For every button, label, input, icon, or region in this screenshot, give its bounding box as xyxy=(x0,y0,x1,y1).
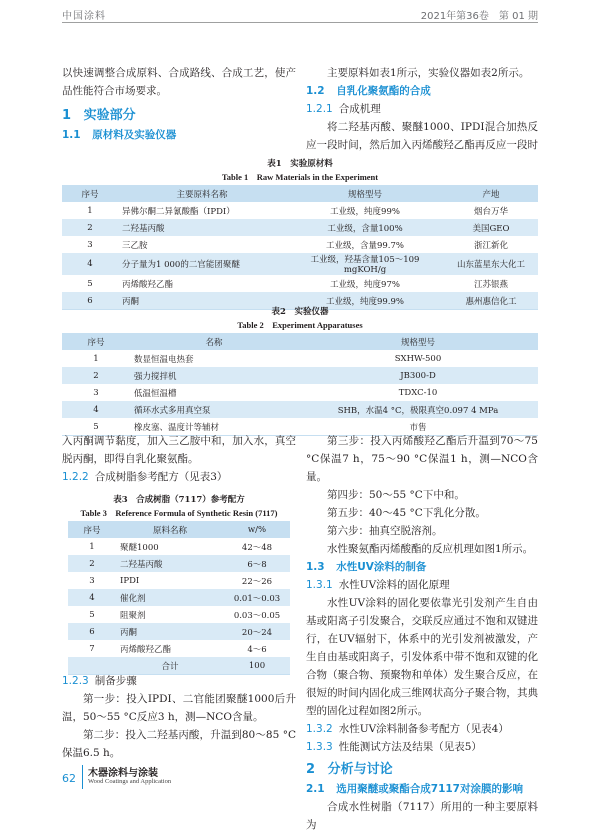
table-cell: 浙江新化 xyxy=(444,236,538,253)
table1 xyxy=(62,185,538,310)
column-header: w/% xyxy=(224,521,290,538)
step-3: 第三步：投入丙烯酸羟乙酯后升温到70～75 °C保温7 h，75～90 °C保温1 h，测—NCO含量。 xyxy=(306,435,538,483)
table-row xyxy=(62,350,538,367)
table-header-row xyxy=(62,333,538,350)
section-title: 水性UV涂料的固化原理 xyxy=(338,579,450,591)
section-title: 选用聚醚或聚酯合成7117对涂膜的影响 xyxy=(336,783,523,795)
table-cell: 2 xyxy=(68,555,116,572)
table3-caption-cn: 表3 合成树脂（7117）参考配方 xyxy=(113,495,245,505)
table-cell: 4 xyxy=(68,589,116,606)
table2 xyxy=(62,333,538,436)
table-cell: 工业级，含量99.7% xyxy=(286,236,444,253)
table-cell: 三乙胺 xyxy=(118,236,286,253)
intro-paragraph: 以快速调整合成原料、合成路线、合成工艺，使产品性能符合市场要求。 xyxy=(62,67,296,97)
table-row xyxy=(68,589,290,606)
table-cell: 1 xyxy=(62,202,118,219)
right-column-top xyxy=(306,64,538,154)
table-row xyxy=(68,640,290,657)
table-cell: 市售 xyxy=(298,418,538,436)
table-cell: 20～24 xyxy=(224,623,290,640)
table-cell: 数显恒温电热套 xyxy=(130,350,298,367)
section-title: 实验部分 xyxy=(83,108,136,123)
footer-journal-en: Wood Coatings and Application xyxy=(88,778,172,785)
table-cell: 山东蓝星东大化工 xyxy=(444,253,538,275)
right-column-bottom xyxy=(306,432,538,834)
table-cell: JB300-D xyxy=(298,367,538,384)
table-cell: 丙酮 xyxy=(116,623,224,640)
analysis-paragraph: 合成水性树脂（7117）所用的一种主要原料为 xyxy=(306,801,538,831)
table1-caption-cn: 表1 实验原材料 xyxy=(267,159,333,169)
table-row xyxy=(62,367,538,384)
table-cell: 循环水式多用真空泵 xyxy=(130,401,298,418)
section-number: 1.3.3 xyxy=(306,741,333,753)
step-4: 第四步：50～55 °C下中和。 xyxy=(327,489,465,501)
table-cell: 工业级，纯度97% xyxy=(286,275,444,292)
table1-caption-en: Table 1 Raw Materials in the Experiment xyxy=(221,172,379,182)
table-row xyxy=(68,623,290,640)
header-rule xyxy=(62,22,538,23)
section-number: 1.1 xyxy=(62,129,81,141)
materials-paragraph: 主要原料如表1所示，实验仪器如表2所示。 xyxy=(327,67,530,79)
issue-info: 2021年第36卷 第 01 期 xyxy=(420,11,538,22)
table-cell: 丙酮 xyxy=(118,292,286,310)
section-number: 1 xyxy=(62,108,72,123)
table-cell: 7 xyxy=(68,640,116,657)
table-row xyxy=(62,275,538,292)
table3 xyxy=(68,521,290,675)
table-cell: 工业级，纯度99% xyxy=(286,202,444,219)
step-1: 第一步：投入IPDI、二官能团聚醚1000后升温，50～55 °C反应3 h，测—NCO含量。 xyxy=(62,693,296,723)
table-cell: 4～6 xyxy=(224,640,290,657)
section-title: 自乳化聚氨酯的合成 xyxy=(336,85,431,97)
table-cell: 5 xyxy=(62,418,130,436)
table-cell: 美国GEO xyxy=(444,219,538,236)
curing-paragraph: 水性UV涂料的固化要依靠光引发剂产生自由基或阳离子引发聚合，交联反应通过不饱和双键进行，在UV辐射下，体系中的光引发剂被激发，产生自由基或阳离子，引发体系中带不饱和双键的化合物（聚合物、预聚物和单体）发生聚合反应，在很短的时间内固化成三维网状高分子聚合物，其典型的固化过程如图2所示。 xyxy=(306,597,538,717)
column-header: 名称 xyxy=(130,333,298,350)
table-row xyxy=(68,572,290,589)
section-1-2-heading xyxy=(306,82,538,100)
table-row xyxy=(62,236,538,253)
table-cell: 0.03～0.05 xyxy=(224,606,290,623)
section-2-1-heading xyxy=(306,780,538,798)
table-cell: 橡皮塞、温度计等辅材 xyxy=(130,418,298,436)
table-cell: 1 xyxy=(68,538,116,555)
section-1-2-1-heading xyxy=(306,100,538,118)
table-cell: 二羟基丙酸 xyxy=(118,219,286,236)
table-cell: 6 xyxy=(68,623,116,640)
section-1-2-2-heading xyxy=(62,468,296,486)
page-number: 62 xyxy=(62,772,76,785)
left-column-steps xyxy=(62,672,296,762)
section-title: 原材料及实验仪器 xyxy=(92,129,177,141)
table-cell: 异佛尔酮二异氰酸酯（IPDI） xyxy=(118,202,286,219)
page-header xyxy=(0,0,600,22)
table-cell: 惠州惠信化工 xyxy=(444,292,538,310)
footer-divider xyxy=(82,765,83,789)
section-title: 合成机理 xyxy=(338,103,381,115)
step-6: 第六步：抽真空脱溶剂。 xyxy=(327,525,443,537)
section-title: 水性UV涂料的制备 xyxy=(336,561,427,573)
table-cell: 42～48 xyxy=(224,538,290,555)
table-cell: 4 xyxy=(62,253,118,275)
table-row xyxy=(62,219,538,236)
section-title: 合成树脂参考配方（见表3） xyxy=(94,471,228,483)
section-number: 1.2.1 xyxy=(306,103,333,115)
section-title: 分析与讨论 xyxy=(327,762,393,777)
column-header: 序号 xyxy=(62,185,118,202)
table-header-row xyxy=(62,185,538,202)
table-cell: 5 xyxy=(68,606,116,623)
section-1-3-1-heading xyxy=(306,576,538,594)
section-number: 1.2.2 xyxy=(62,471,89,483)
section-1-2-3-heading xyxy=(62,672,296,690)
section-number: 2.1 xyxy=(306,783,325,795)
table-cell: 22～26 xyxy=(224,572,290,589)
table-cell: 6 xyxy=(62,292,118,310)
table-cell: 0.01～0.03 xyxy=(224,589,290,606)
continuation-paragraph: 入丙酮调节黏度，加入三乙胺中和，加入水，真空脱丙酮，即得自乳化聚氨酯。 xyxy=(62,435,296,465)
section-number: 1.3 xyxy=(306,561,325,573)
table-row xyxy=(62,384,538,401)
table-cell: 2 xyxy=(62,367,130,384)
section-1-1-heading xyxy=(62,126,296,144)
column-header: 序号 xyxy=(62,333,130,350)
table-cell: 低温恒温槽 xyxy=(130,384,298,401)
step-5: 第五步：40～45 °C下乳化分散。 xyxy=(327,507,486,519)
mechanism-paragraph: 将二羟基丙酸、聚醚1000、IPDI混合加热反应一段时间，然后加入丙烯酸羟乙酯再反应一段时 xyxy=(306,121,538,151)
table-cell: 5 xyxy=(62,275,118,292)
journal-name: 中国涂料 xyxy=(62,11,106,22)
table-cell: 丙烯酸羟乙酯 xyxy=(116,640,224,657)
table-row xyxy=(62,401,538,418)
table-row xyxy=(62,202,538,219)
table-cell: 工业级，羟基含量105～109 mgKOH/g xyxy=(286,253,444,275)
section-1-3-2-heading xyxy=(306,720,538,738)
left-column-top xyxy=(62,64,296,144)
table-header-row xyxy=(68,521,290,538)
mechanism-note: 水性聚氨酯丙烯酸酯的反应机理如图1所示。 xyxy=(327,543,534,555)
table-row xyxy=(68,555,290,572)
table-cell: 合计 xyxy=(116,657,224,675)
table-cell: 阻聚剂 xyxy=(116,606,224,623)
table-cell: 江苏银燕 xyxy=(444,275,538,292)
table2-caption-cn: 表2 实验仪器 xyxy=(271,307,329,317)
table-cell: 1 xyxy=(62,350,130,367)
section-1-3-heading xyxy=(306,558,538,576)
table-row xyxy=(62,253,538,275)
table-cell: 4 xyxy=(62,401,130,418)
section-number: 1.3.1 xyxy=(306,579,333,591)
section-number: 1.2 xyxy=(306,85,325,97)
section-2-heading xyxy=(306,760,538,780)
table-row xyxy=(68,538,290,555)
table-cell: 二羟基丙酸 xyxy=(116,555,224,572)
section-1-3-3-heading xyxy=(306,738,538,756)
column-header: 产地 xyxy=(444,185,538,202)
table-cell: 3 xyxy=(62,384,130,401)
section-number: 2 xyxy=(306,762,316,777)
table-cell: 100 xyxy=(224,657,290,675)
column-header: 规格型号 xyxy=(286,185,444,202)
table-cell: 6～8 xyxy=(224,555,290,572)
table-cell: 丙烯酸羟乙酯 xyxy=(118,275,286,292)
section-title: 制备步骤 xyxy=(94,675,137,687)
column-header: 原料名称 xyxy=(116,521,224,538)
step-2: 第二步：投入二羟基丙酸，升温到80～85 °C保温6.5 h。 xyxy=(62,729,296,759)
column-header: 序号 xyxy=(68,521,116,538)
table-cell: TDXC-10 xyxy=(298,384,538,401)
table-cell: 2 xyxy=(62,219,118,236)
section-1-heading xyxy=(62,106,296,126)
table-row xyxy=(68,606,290,623)
table-cell: 烟台万华 xyxy=(444,202,538,219)
table2-caption-en: Table 2 Experiment Apparatuses xyxy=(237,320,363,330)
table-cell: 强力搅拌机 xyxy=(130,367,298,384)
left-column-bottom xyxy=(62,432,296,486)
section-title: 水性UV涂料制备参考配方（见表4） xyxy=(338,723,509,735)
table-cell: 3 xyxy=(62,236,118,253)
table-cell: IPDI xyxy=(116,572,224,589)
table-cell: 催化剂 xyxy=(116,589,224,606)
table3-caption-en: Table 3 Reference Formula of Synthetic Resin (7117) xyxy=(80,508,278,518)
table-cell: SHB，水温4 °C，极限真空0.097 4 MPa xyxy=(298,401,538,418)
column-header: 主要原料名称 xyxy=(118,185,286,202)
table-cell: 工业级，含量100% xyxy=(286,219,444,236)
section-title: 性能测试方法及结果（见表5） xyxy=(338,741,482,753)
table-cell: 工业级，纯度99.9% xyxy=(286,292,444,310)
table-cell: 分子量为1 000的二官能团聚醚 xyxy=(118,253,286,275)
table-cell: SXHW-500 xyxy=(298,350,538,367)
section-number: 1.2.3 xyxy=(62,675,89,687)
table-cell: 3 xyxy=(68,572,116,589)
table-cell: 聚醚1000 xyxy=(116,538,224,555)
column-header: 规格型号 xyxy=(298,333,538,350)
footer-journal-cn: 木器涂料与涂装 xyxy=(88,768,158,779)
section-number: 1.3.2 xyxy=(306,723,333,735)
